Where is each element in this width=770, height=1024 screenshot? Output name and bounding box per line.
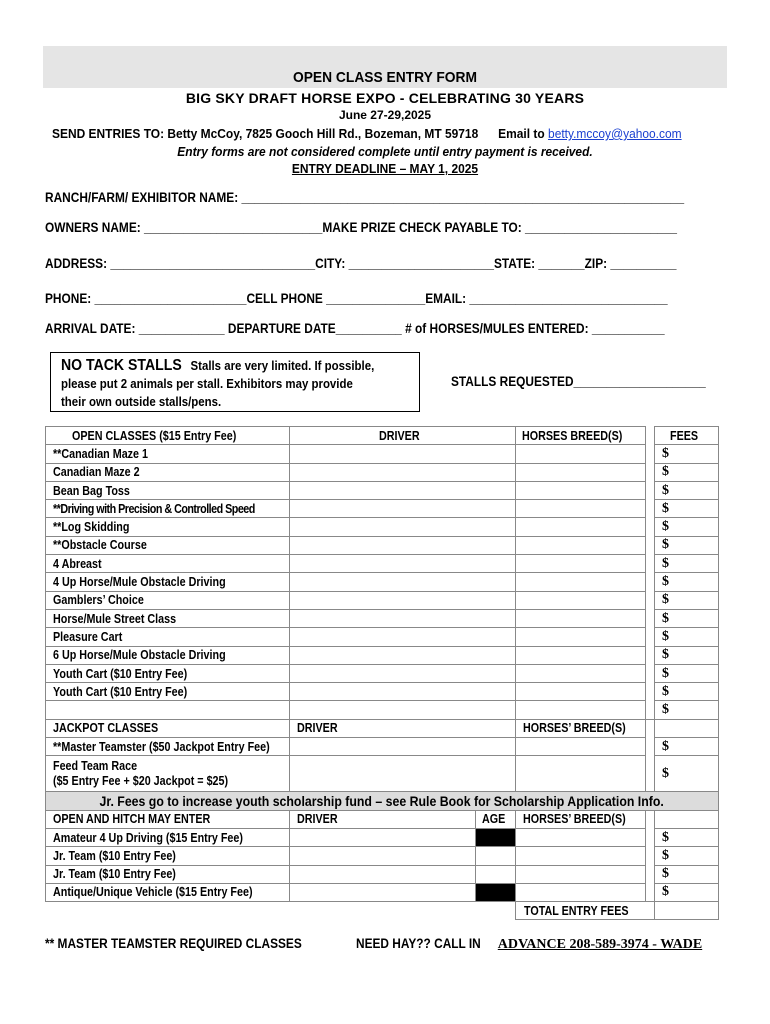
table-row <box>46 628 719 646</box>
breed-cell[interactable] <box>516 738 646 756</box>
class-name: Youth Cart ($10 Entry Fee) <box>46 683 290 701</box>
table-row <box>46 591 719 609</box>
class-name <box>46 701 290 719</box>
fee-cell[interactable]: $ <box>655 828 719 846</box>
fee-cell[interactable]: $ <box>655 609 719 627</box>
breed-cell[interactable] <box>516 609 646 627</box>
breed-cell[interactable] <box>516 573 646 591</box>
entry-table <box>45 426 719 920</box>
fee-cell[interactable]: $ <box>655 646 719 664</box>
no-tack-stalls-box <box>50 352 420 412</box>
form-title: OPEN CLASS ENTRY FORM <box>292 69 478 86</box>
no-tack-heading: NO TACK STALLS <box>61 357 182 374</box>
table-row <box>46 664 719 682</box>
age-cell[interactable] <box>476 865 516 883</box>
class-name: **Log Skidding <box>46 518 290 536</box>
table-row <box>46 701 719 719</box>
table-row <box>46 865 719 883</box>
class-name: Amateur 4 Up Driving ($15 Entry Fee) <box>46 828 290 846</box>
breed-cell[interactable] <box>516 646 646 664</box>
owners-name-field[interactable]: OWNERS NAME: ___________________________MAKE PRIZE CHECK PAYABLE TO: _______________________ <box>45 220 678 235</box>
breed-cell[interactable] <box>516 481 646 499</box>
fee-cell[interactable]: $ <box>655 628 719 646</box>
driver-cell[interactable] <box>290 591 516 609</box>
jackpot-header: JACKPOT CLASSES DRIVER HORSES’ BREED(S) <box>46 719 719 737</box>
ranch-name-field[interactable]: RANCH/FARM/ EXHIBITOR NAME: ___________________________________________________________________ <box>45 190 685 205</box>
class-name: **Obstacle Course <box>46 536 290 554</box>
fee-cell[interactable]: $ <box>655 883 719 901</box>
send-entries-line <box>52 126 682 141</box>
stalls-requested-field[interactable]: STALLS REQUESTED____________________ <box>451 374 706 389</box>
driver-cell[interactable] <box>290 628 516 646</box>
breed-cell[interactable] <box>516 664 646 682</box>
open-classes-col: OPEN CLASSES ($15 Entry Fee) <box>46 427 290 445</box>
class-name: Canadian Maze 2 <box>46 463 290 481</box>
horses-breed-col: HORSES BREED(S) <box>516 427 646 445</box>
fee-cell[interactable]: $ <box>655 518 719 536</box>
driver-cell[interactable] <box>290 500 516 518</box>
breed-cell[interactable] <box>516 555 646 573</box>
fee-cell[interactable]: $ <box>655 481 719 499</box>
breed-cell[interactable] <box>516 591 646 609</box>
table-row <box>46 738 719 756</box>
table-row <box>46 500 719 518</box>
fee-cell[interactable]: $ <box>655 445 719 463</box>
open-classes-header <box>46 427 719 445</box>
phone-field[interactable]: PHONE: _______________________CELL PHONE _______________EMAIL: ______________________________ <box>45 291 668 306</box>
jr-fees-note-row <box>46 792 719 810</box>
driver-cell[interactable] <box>290 555 516 573</box>
master-teamster-note: ** MASTER TEAMSTER REQUIRED CLASSES <box>45 936 302 951</box>
driver-cell[interactable] <box>290 573 516 591</box>
fees-col: FEES <box>655 427 719 445</box>
driver-cell[interactable] <box>290 847 476 865</box>
class-name: Horse/Mule Street Class <box>46 609 290 627</box>
breed-cell[interactable] <box>516 828 646 846</box>
breed-cell[interactable] <box>516 500 646 518</box>
total-label: TOTAL ENTRY FEES <box>516 902 655 920</box>
fee-cell[interactable]: $ <box>655 738 719 756</box>
fee-cell[interactable]: $ <box>655 500 719 518</box>
breed-cell[interactable] <box>516 883 646 901</box>
breed-cell[interactable] <box>516 865 646 883</box>
class-name: **Canadian Maze 1 <box>46 445 290 463</box>
class-name: 4 Up Horse/Mule Obstacle Driving <box>46 573 290 591</box>
breed-cell[interactable] <box>516 445 646 463</box>
hay-note: NEED HAY?? CALL INADVANCE 208-589-3974 - WADE <box>356 936 703 952</box>
class-name: Gamblers’ Choice <box>46 591 290 609</box>
driver-cell[interactable] <box>290 481 516 499</box>
class-name: Bean Bag Toss <box>46 481 290 499</box>
driver-cell[interactable] <box>290 463 516 481</box>
arrival-field[interactable]: ARRIVAL DATE: _____________ DEPARTURE DATE__________ # of HORSES/MULES ENTERED: ___________ <box>45 321 665 336</box>
driver-cell[interactable] <box>290 683 516 701</box>
driver-cell[interactable] <box>290 646 516 664</box>
table-row <box>46 463 719 481</box>
driver-cell[interactable] <box>290 445 516 463</box>
class-name: 4 Abreast <box>46 555 290 573</box>
breed-cell[interactable] <box>516 701 646 719</box>
driver-cell[interactable] <box>290 738 516 756</box>
table-row <box>46 573 719 591</box>
fee-cell[interactable]: $ <box>655 463 719 481</box>
email-link[interactable]: betty.mccoy@yahoo.com <box>548 126 682 141</box>
driver-cell[interactable] <box>290 701 516 719</box>
class-name: Pleasure Cart <box>46 628 290 646</box>
class-name: Youth Cart ($10 Entry Fee) <box>46 664 290 682</box>
table-row <box>46 445 719 463</box>
send-to-text: SEND ENTRIES TO: Betty McCoy, 7825 Gooch Hill Rd., Bozeman, MT 59718 <box>52 126 479 141</box>
total-row <box>46 902 719 920</box>
no-tack-line1: Stalls are very limited. If possible, <box>190 358 375 373</box>
fee-cell[interactable]: $ <box>655 701 719 719</box>
table-row <box>46 646 719 664</box>
table-row <box>46 756 719 792</box>
driver-cell[interactable] <box>290 756 516 792</box>
driver-cell[interactable] <box>290 883 476 901</box>
fee-cell[interactable]: $ <box>655 683 719 701</box>
driver-col: DRIVER <box>290 427 516 445</box>
driver-cell[interactable] <box>290 664 516 682</box>
age-cell[interactable] <box>476 828 516 846</box>
jr-fees-note: Jr. Fees go to increase youth scholarship fund – see Rule Book for Scholarship Application Info. <box>46 792 719 810</box>
class-name: Antique/Unique Vehicle ($15 Entry Fee) <box>46 883 290 901</box>
breed-cell[interactable] <box>516 536 646 554</box>
class-name: Feed Team Race ($5 Entry Fee + $20 Jackpot = $25) <box>46 756 290 792</box>
event-subtitle: BIG SKY DRAFT HORSE EXPO - CELEBRATING 30 YEARS <box>185 90 585 106</box>
fee-cell[interactable]: $ <box>655 847 719 865</box>
breed-cell[interactable] <box>516 463 646 481</box>
fee-cell[interactable]: $ <box>655 756 719 792</box>
driver-cell[interactable] <box>290 518 516 536</box>
fee-cell[interactable]: $ <box>655 536 719 554</box>
breed-cell[interactable] <box>516 683 646 701</box>
fee-cell[interactable]: $ <box>655 591 719 609</box>
table-row <box>46 828 719 846</box>
breed-cell[interactable] <box>516 628 646 646</box>
table-row <box>46 847 719 865</box>
breed-cell[interactable] <box>516 518 646 536</box>
event-dates: June 27-29,2025 <box>338 108 432 122</box>
fee-cell[interactable]: $ <box>655 555 719 573</box>
no-tack-line3: their own outside stalls/pens. <box>61 394 222 409</box>
fee-cell[interactable]: $ <box>655 664 719 682</box>
driver-cell[interactable] <box>290 536 516 554</box>
table-row <box>46 609 719 627</box>
breed-cell[interactable] <box>516 756 646 792</box>
table-row <box>46 518 719 536</box>
class-name: **Master Teamster ($50 Jackpot Entry Fee) <box>46 738 290 756</box>
email-label: Email to <box>498 126 545 141</box>
driver-cell[interactable] <box>290 828 476 846</box>
no-tack-line2: please put 2 animals per stall. Exhibitors may provide <box>61 376 353 391</box>
class-name: Jr. Team ($10 Entry Fee) <box>46 847 290 865</box>
breed-cell[interactable] <box>516 847 646 865</box>
class-name: 6 Up Horse/Mule Obstacle Driving <box>46 646 290 664</box>
driver-cell[interactable] <box>290 609 516 627</box>
class-name: Jr. Team ($10 Entry Fee) <box>46 865 290 883</box>
fee-cell[interactable]: $ <box>655 573 719 591</box>
entry-deadline: ENTRY DEADLINE – MAY 1, 2025 <box>291 161 479 176</box>
class-name: **Driving with Precision & Controlled Speed <box>46 500 290 518</box>
address-field[interactable]: ADDRESS: _______________________________CITY: ______________________STATE: _______ZIP: __________ <box>45 256 677 271</box>
table-row <box>46 481 719 499</box>
hitch-header: OPEN AND HITCH MAY ENTER DRIVER AGE HORSES’ BREED(S) <box>46 810 719 828</box>
payment-notice: Entry forms are not considered complete until entry payment is received. <box>177 144 593 159</box>
table-row <box>46 883 719 901</box>
age-cell[interactable] <box>476 883 516 901</box>
total-fee-cell[interactable] <box>655 902 719 920</box>
table-row <box>46 683 719 701</box>
table-row <box>46 555 719 573</box>
age-cell[interactable] <box>476 847 516 865</box>
driver-cell[interactable] <box>290 865 476 883</box>
fee-cell[interactable]: $ <box>655 865 719 883</box>
table-row <box>46 536 719 554</box>
